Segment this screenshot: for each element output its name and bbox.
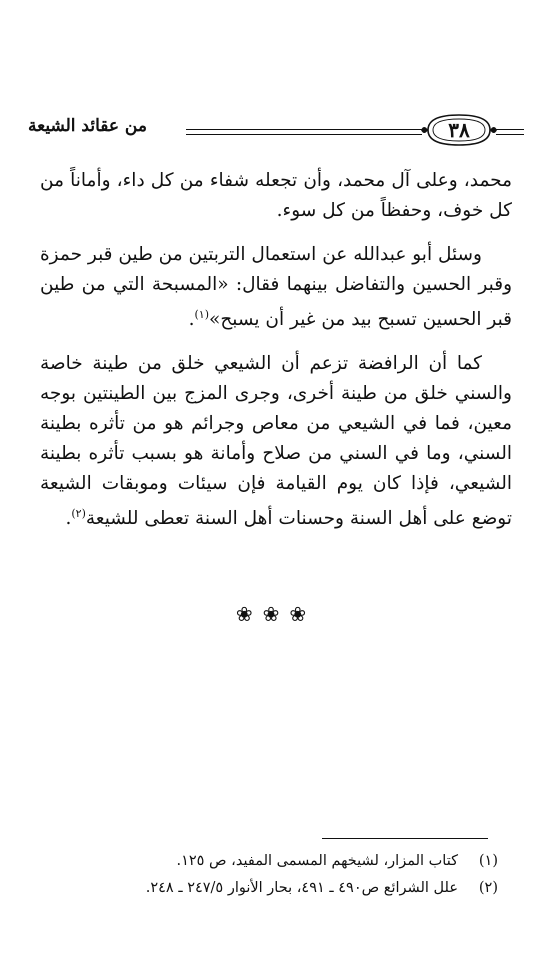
paragraph-3-end: . [65, 508, 72, 530]
header-rule-left [186, 129, 422, 135]
section-end-ornament-icon: ❀❀❀ [235, 602, 317, 626]
footnote-text: كتاب المزار، لشيخهم المسمى المفيد، ص ١٢٥. [176, 853, 458, 869]
footnote-2 [40, 875, 498, 902]
paragraph-2 [40, 240, 512, 335]
footnote-ref-1: (١) [194, 308, 210, 321]
footnote-separator [322, 838, 488, 839]
footnote-1 [40, 848, 498, 875]
footnote-number: (٢) [478, 880, 498, 896]
running-title: من عقائد الشيعة [28, 116, 147, 136]
footnotes [40, 848, 498, 902]
body-text [40, 166, 512, 548]
footnote-number: (١) [478, 853, 498, 869]
paragraph-3 [40, 349, 512, 534]
footnote-ref-2: (٢) [71, 507, 86, 521]
paragraph-2-end: . [188, 309, 195, 331]
page-number: ٣٨ [448, 118, 470, 142]
page-header [28, 112, 524, 148]
paragraph-3-text: كما أن الرافضة تزعم أن الشيعي خلق من طينة خاصة والسني خلق من طينة أخرى، وجرى المزج بين الطينتين بوجه معين، فما في الشيعي من معاص وجرائم هو من تأثره بطينة السني، وما في السني من صلاح وأمانة هو بسبب تأثره بطينة الشيعي، فإذا كان يوم القيامة فإن سيئات وموبقات الشيعة توضع على أهل السنة وحسنات أهل السنة تعطى للشيعة [40, 353, 512, 530]
paragraph-2-text: وسئل أبو عبدالله عن استعمال التربتين من طين قبر حمزة وقبر الحسين والتفاضل بينهما فقال: «المسبحة التي من طين قبر الحسين تسبح بيد من غير أن يسبح» [39, 244, 512, 331]
paragraph-1: محمد، وعلى آل محمد، وأن تجعله شفاء من كل داء، وأماناً من كل خوف، وحفظاً من كل سوء. [40, 170, 512, 221]
footnote-text: علل الشرائع ص٤٩٠ ـ ٤٩١، بحار الأنوار ٢٤٧/٥ ـ ٢٤٨. [145, 880, 458, 896]
header-rule-right [496, 129, 524, 135]
